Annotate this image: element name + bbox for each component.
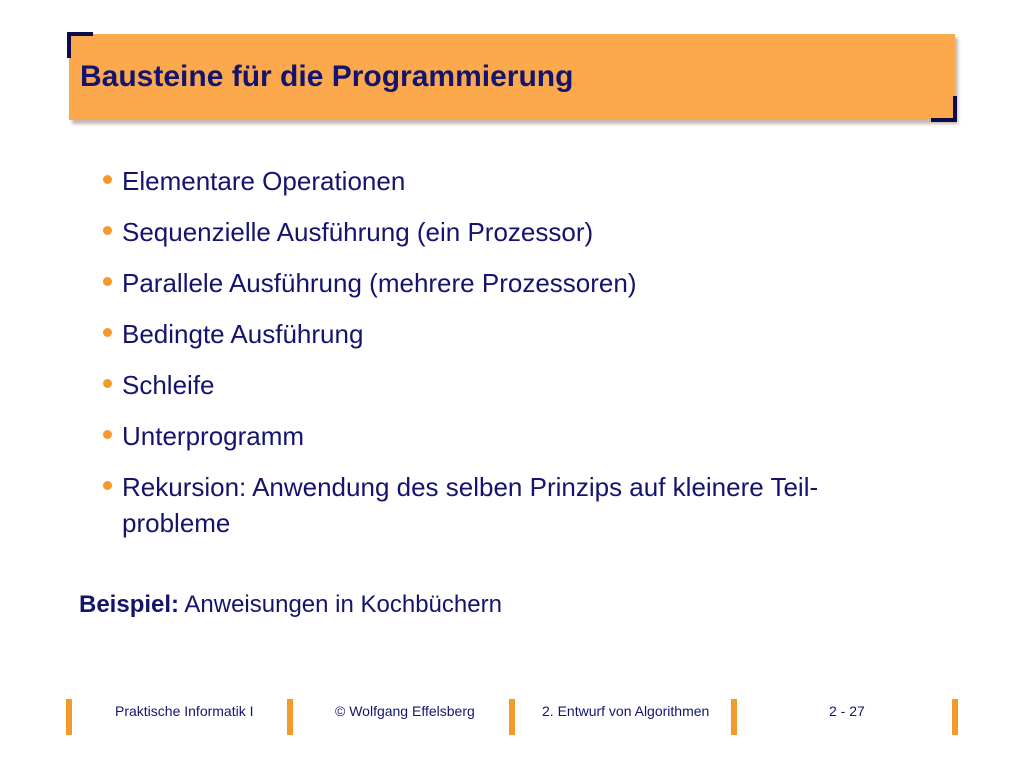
bullet-item	[100, 163, 920, 199]
title-corner-bottom-right	[931, 96, 957, 122]
bullet-text: Rekursion: Anwendung des selben Prinzips auf kleinere Teil-probleme	[122, 472, 819, 538]
bullet-dot-icon	[103, 226, 112, 235]
bullet-dot-icon	[103, 481, 112, 490]
bullet-item	[100, 469, 920, 541]
bullet-text: Bedingte Ausführung	[122, 319, 364, 349]
title-corner-top-left	[67, 32, 93, 58]
footer-chapter: 2. Entwurf von Algorithmen	[542, 703, 710, 719]
example-text: Anweisungen in Kochbüchern	[184, 591, 502, 618]
footer-divider	[509, 699, 515, 735]
footer-divider	[287, 699, 293, 735]
bullet-item	[100, 214, 920, 250]
example-label: Beispiel:	[79, 591, 180, 618]
bullet-text: Unterprogramm	[122, 421, 305, 451]
bullet-item	[100, 265, 920, 301]
bullet-text: Parallele Ausführung (mehrere Prozessoren)	[122, 268, 637, 298]
bullet-item	[100, 418, 920, 454]
bullet-dot-icon	[103, 175, 112, 184]
example-line	[79, 591, 502, 619]
bullet-text: Schleife	[122, 370, 215, 400]
footer-divider	[731, 699, 737, 735]
bullet-list	[100, 163, 920, 556]
slide-title: Bausteine für die Programmierung	[80, 60, 574, 93]
bullet-dot-icon	[103, 430, 112, 439]
bullet-text: Elementare Operationen	[122, 166, 406, 196]
bullet-item	[100, 367, 920, 403]
footer-course: Praktische Informatik I	[115, 703, 254, 719]
bullet-item	[100, 316, 920, 352]
footer-divider	[952, 699, 958, 735]
footer-author: © Wolfgang Effelsberg	[335, 703, 475, 719]
footer-divider	[66, 699, 72, 735]
footer-page-number: 2 - 27	[829, 703, 865, 719]
bullet-dot-icon	[103, 328, 112, 337]
title-bar	[69, 34, 955, 120]
bullet-dot-icon	[103, 277, 112, 286]
bullet-dot-icon	[103, 379, 112, 388]
bullet-text: Sequenzielle Ausführung (ein Prozessor)	[122, 217, 594, 247]
